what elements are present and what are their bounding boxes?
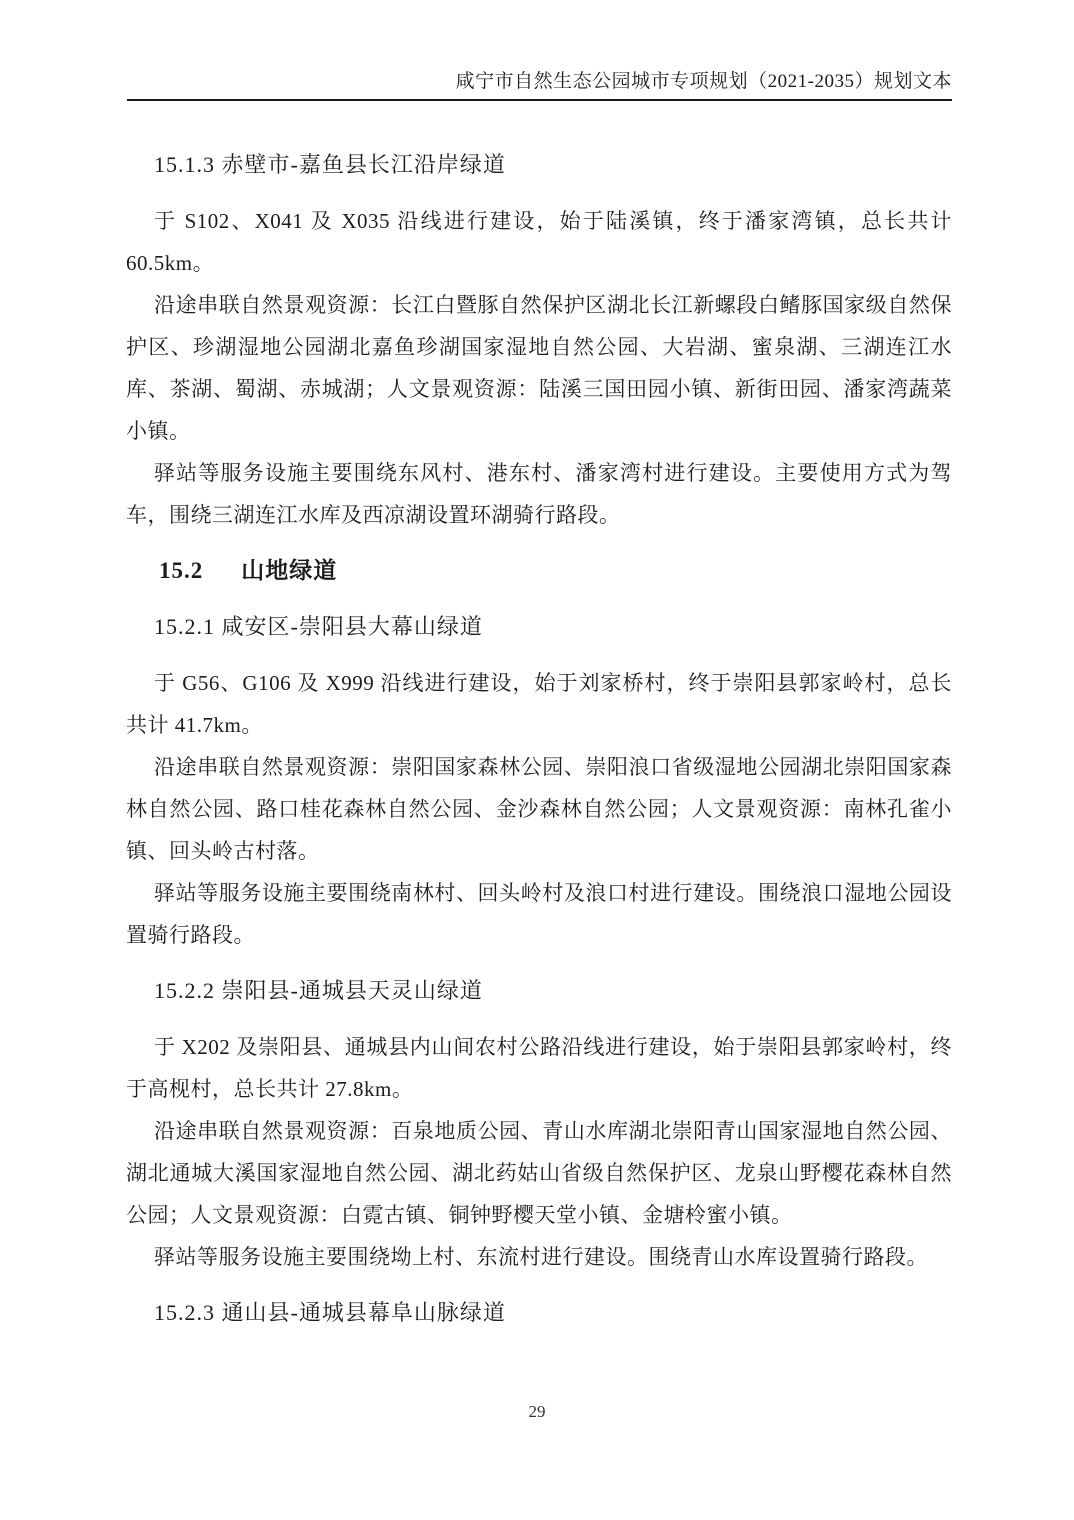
section-heading-15-2-3: 15.2.3 通山县-通城县幕阜山脉绿道: [154, 1300, 506, 1325]
paragraph-route-15-2-2: 于 X202 及崇阳县、通城县内山间农村公路沿线进行建设，始于崇阳县郭家岭村，终于高枧村，总长共计 27.8km。: [126, 1035, 952, 1101]
section-heading-15-1-3: 15.1.3 赤壁市-嘉鱼县长江沿岸绿道: [154, 152, 506, 177]
page-header: [127, 0, 952, 101]
paragraph-route-15-2-1: 于 G56、G106 及 X999 沿线进行建设，始于刘家桥村，终于崇阳县郭家岭村，总长共计 41.7km。: [126, 671, 952, 737]
page-number: 29: [528, 1402, 546, 1421]
paragraph-route-15-1-3: 于 S102、X041 及 X035 沿线进行建设，始于陆溪镇，终于潘家湾镇，总长共计 60.5km。: [126, 209, 952, 275]
section-heading-15-2-1: 15.2.1 咸安区-崇阳县大幕山绿道: [154, 614, 483, 639]
paragraph-resources-15-2-1: 沿途串联自然景观资源：崇阳国家森林公园、崇阳浪口省级湿地公园湖北崇阳国家森林自然公园、路口桂花森林自然公园、金沙森林自然公园；人文景观资源：南林孔雀小镇、回头岭古村落。: [126, 755, 952, 863]
section-title: 山地绿道: [241, 558, 338, 583]
page-header-title: 咸宁市自然生态公园城市专项规划（2021-2035）规划文本: [455, 71, 952, 92]
section-heading-15-2: [126, 550, 952, 592]
document-body: [126, 144, 952, 1334]
section-number: 15.2: [159, 558, 204, 583]
paragraph-stations-15-2-2: 驿站等服务设施主要围绕坳上村、东流村进行建设。围绕青山水库设置骑行路段。: [154, 1245, 928, 1269]
paragraph-resources-15-1-3: 沿途串联自然景观资源：长江白暨豚自然保护区湖北长江新螺段白鳍豚国家级自然保护区、珍湖湿地公园湖北嘉鱼珍湖国家湿地自然公园、大岩湖、蜜泉湖、三湖连江水库、茶湖、蜀湖、赤城湖；人文景观资源：陆溪三国田园小镇、新街田园、潘家湾蔬菜小镇。: [126, 293, 952, 443]
paragraph-stations-15-1-3: 驿站等服务设施主要围绕东风村、港东村、潘家湾村进行建设。主要使用方式为驾车，围绕三湖连江水库及西凉湖设置环湖骑行路段。: [126, 461, 952, 527]
section-heading-15-2-2: 15.2.2 崇阳县-通城县天灵山绿道: [154, 978, 483, 1003]
paragraph-resources-15-2-2: 沿途串联自然景观资源：百泉地质公园、青山水库湖北崇阳青山国家湿地自然公园、湖北通城大溪国家湿地自然公园、湖北药姑山省级自然保护区、龙泉山野樱花森林自然公园；人文景观资源：白霓古镇、铜钟野樱天堂小镇、金塘柃蜜小镇。: [126, 1119, 952, 1227]
paragraph-stations-15-2-1: 驿站等服务设施主要围绕南林村、回头岭村及浪口村进行建设。围绕浪口湿地公园设置骑行路段。: [126, 881, 952, 947]
